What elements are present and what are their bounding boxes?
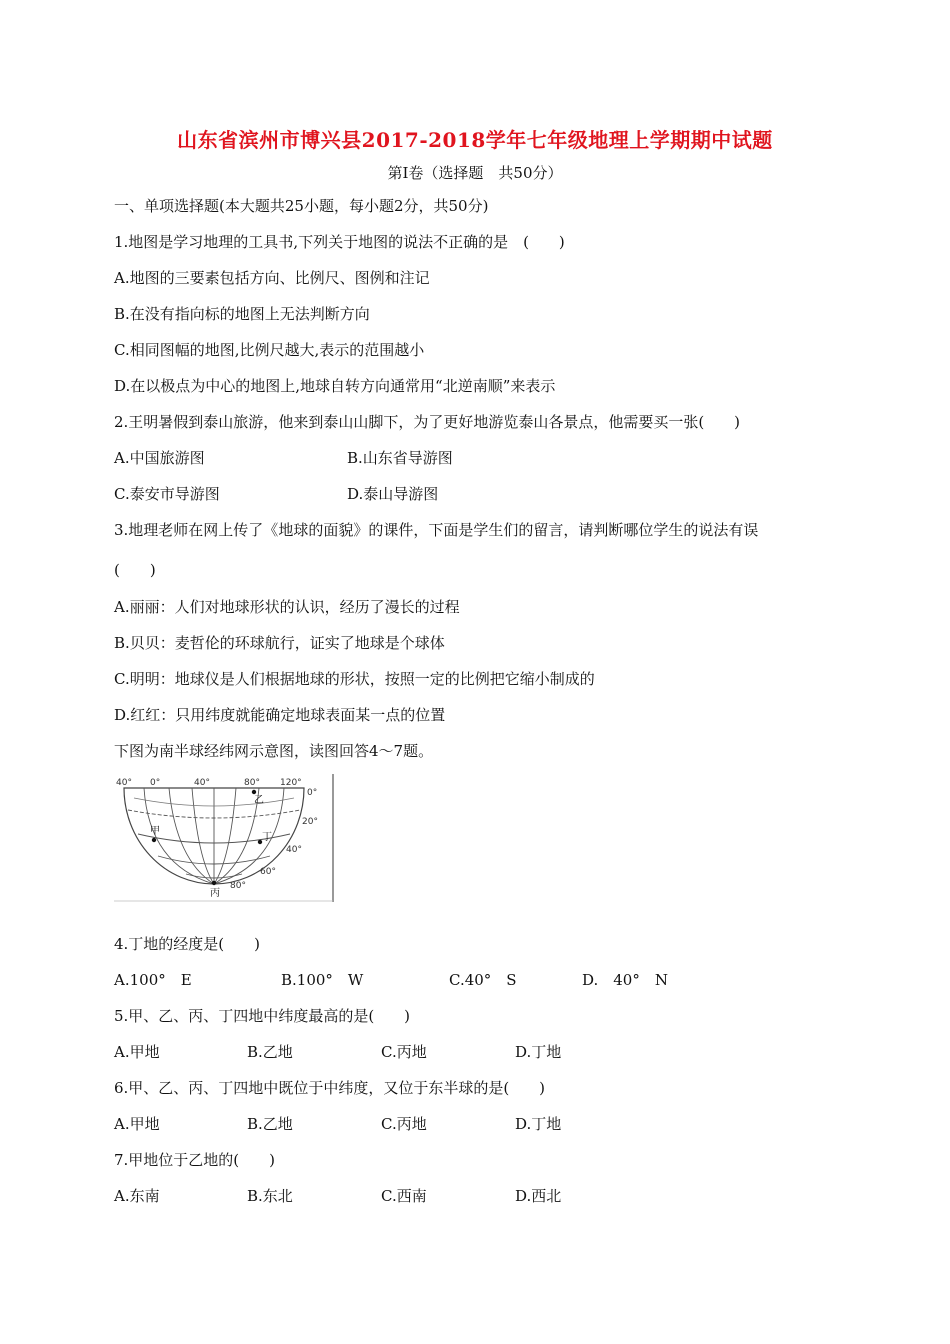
- lon-label: 0°: [150, 778, 161, 788]
- q5-option-a: A.甲地: [114, 1043, 160, 1061]
- point-jia-marker: [152, 838, 156, 842]
- q2-option-a: A.中国旅游图: [114, 449, 205, 467]
- page-title: 山东省滨州市博兴县2017-2018学年七年级地理上学期期中试题: [177, 128, 773, 152]
- q6-option-a: A.甲地: [114, 1115, 160, 1133]
- point-yi-marker: [252, 790, 256, 794]
- q5-option-b: B.乙地: [247, 1043, 293, 1061]
- lat-label: 0°: [307, 788, 318, 798]
- q2-option-b: B.山东省导游图: [347, 449, 453, 467]
- q3-option-d: D.红红：只用纬度就能确定地球表面某一点的位置: [114, 706, 446, 724]
- q7-option-d: D.西北: [515, 1187, 562, 1205]
- q5-stem: 5.甲、乙、丙、丁四地中纬度最高的是( ): [114, 1007, 411, 1025]
- q1-option-b: B.在没有指向标的地图上无法判断方向: [114, 305, 370, 323]
- lat-label: 40°: [286, 845, 302, 855]
- q1-option-a: A.地图的三要素包括方向、比例尺、图例和注记: [114, 269, 430, 287]
- lat-label: 80°: [230, 881, 246, 891]
- point-bing-marker: [212, 881, 216, 885]
- section-heading: 一、单项选择题(本大题共25小题，每小题2分，共50分): [114, 197, 489, 215]
- q4-option-c: C.40° S: [449, 971, 517, 989]
- q6-option-c: C.丙地: [381, 1115, 427, 1133]
- q6-option-d: D.丁地: [515, 1115, 562, 1133]
- q7-option-a: A.东南: [114, 1187, 160, 1205]
- q1-option-c: C.相同图幅的地图,比例尺越大,表示的范围越小: [114, 341, 425, 359]
- point-yi-label: 乙: [254, 795, 264, 806]
- lon-label: 80°: [244, 778, 260, 788]
- page-subtitle: 第Ⅰ卷（选择题 共50分）: [387, 164, 563, 182]
- point-jia-label: 甲: [150, 826, 160, 837]
- q3-option-c: C.明明：地球仪是人们根据地球的形状，按照一定的比例把它缩小制成的: [114, 670, 595, 688]
- lat-label: 60°: [260, 867, 276, 877]
- q1-option-d: D.在以极点为中心的地图上,地球自转方向通常用“北逆南顺”来表示: [114, 377, 556, 395]
- q4-option-d: D. 40° N: [582, 971, 668, 989]
- q4-option-a: A.100° E: [114, 971, 192, 989]
- q3-paren: ( ): [114, 561, 156, 579]
- lon-label: 40°: [116, 778, 132, 788]
- q4-option-b: B.100° W: [281, 971, 364, 989]
- q7-stem: 7.甲地位于乙地的( ): [114, 1151, 276, 1169]
- q3-option-b: B.贝贝：麦哲伦的环球航行，证实了地球是个球体: [114, 634, 445, 652]
- q2-stem: 2.王明暑假到泰山旅游，他来到泰山山脚下，为了更好地游览泰山各景点，他需要买一张( ): [114, 413, 741, 431]
- q6-stem: 6.甲、乙、丙、丁四地中既位于中纬度，又位于东半球的是( ): [114, 1079, 546, 1097]
- lat-label: 20°: [302, 817, 318, 827]
- figure-intro: 下图为南半球经纬网示意图，读图回答4～7题。: [114, 742, 434, 760]
- lon-label: 40°: [194, 778, 210, 788]
- q7-option-c: C.西南: [381, 1187, 427, 1205]
- lon-label: 120°: [280, 778, 302, 788]
- q3-option-a: A.丽丽：人们对地球形状的认识，经历了漫长的过程: [114, 598, 460, 616]
- q5-option-d: D.丁地: [515, 1043, 562, 1061]
- point-bing-label: 丙: [210, 888, 220, 899]
- q7-option-b: B.东北: [247, 1187, 293, 1205]
- q5-option-c: C.丙地: [381, 1043, 427, 1061]
- point-ding-label: 丁: [262, 832, 272, 843]
- q3-stem: 3.地理老师在网上传了《地球的面貌》的课件，下面是学生们的留言，请判断哪位学生的说法有误: [114, 521, 759, 539]
- q4-stem: 4.丁地的经度是( ): [114, 935, 261, 953]
- q2-option-d: D.泰山导游图: [347, 485, 439, 503]
- q6-option-b: B.乙地: [247, 1115, 293, 1133]
- q2-option-c: C.泰安市导游图: [114, 485, 220, 503]
- q1-stem: 1.地图是学习地理的工具书,下列关于地图的说法不正确的是 ( ): [114, 233, 565, 251]
- graticule-figure: [114, 770, 336, 904]
